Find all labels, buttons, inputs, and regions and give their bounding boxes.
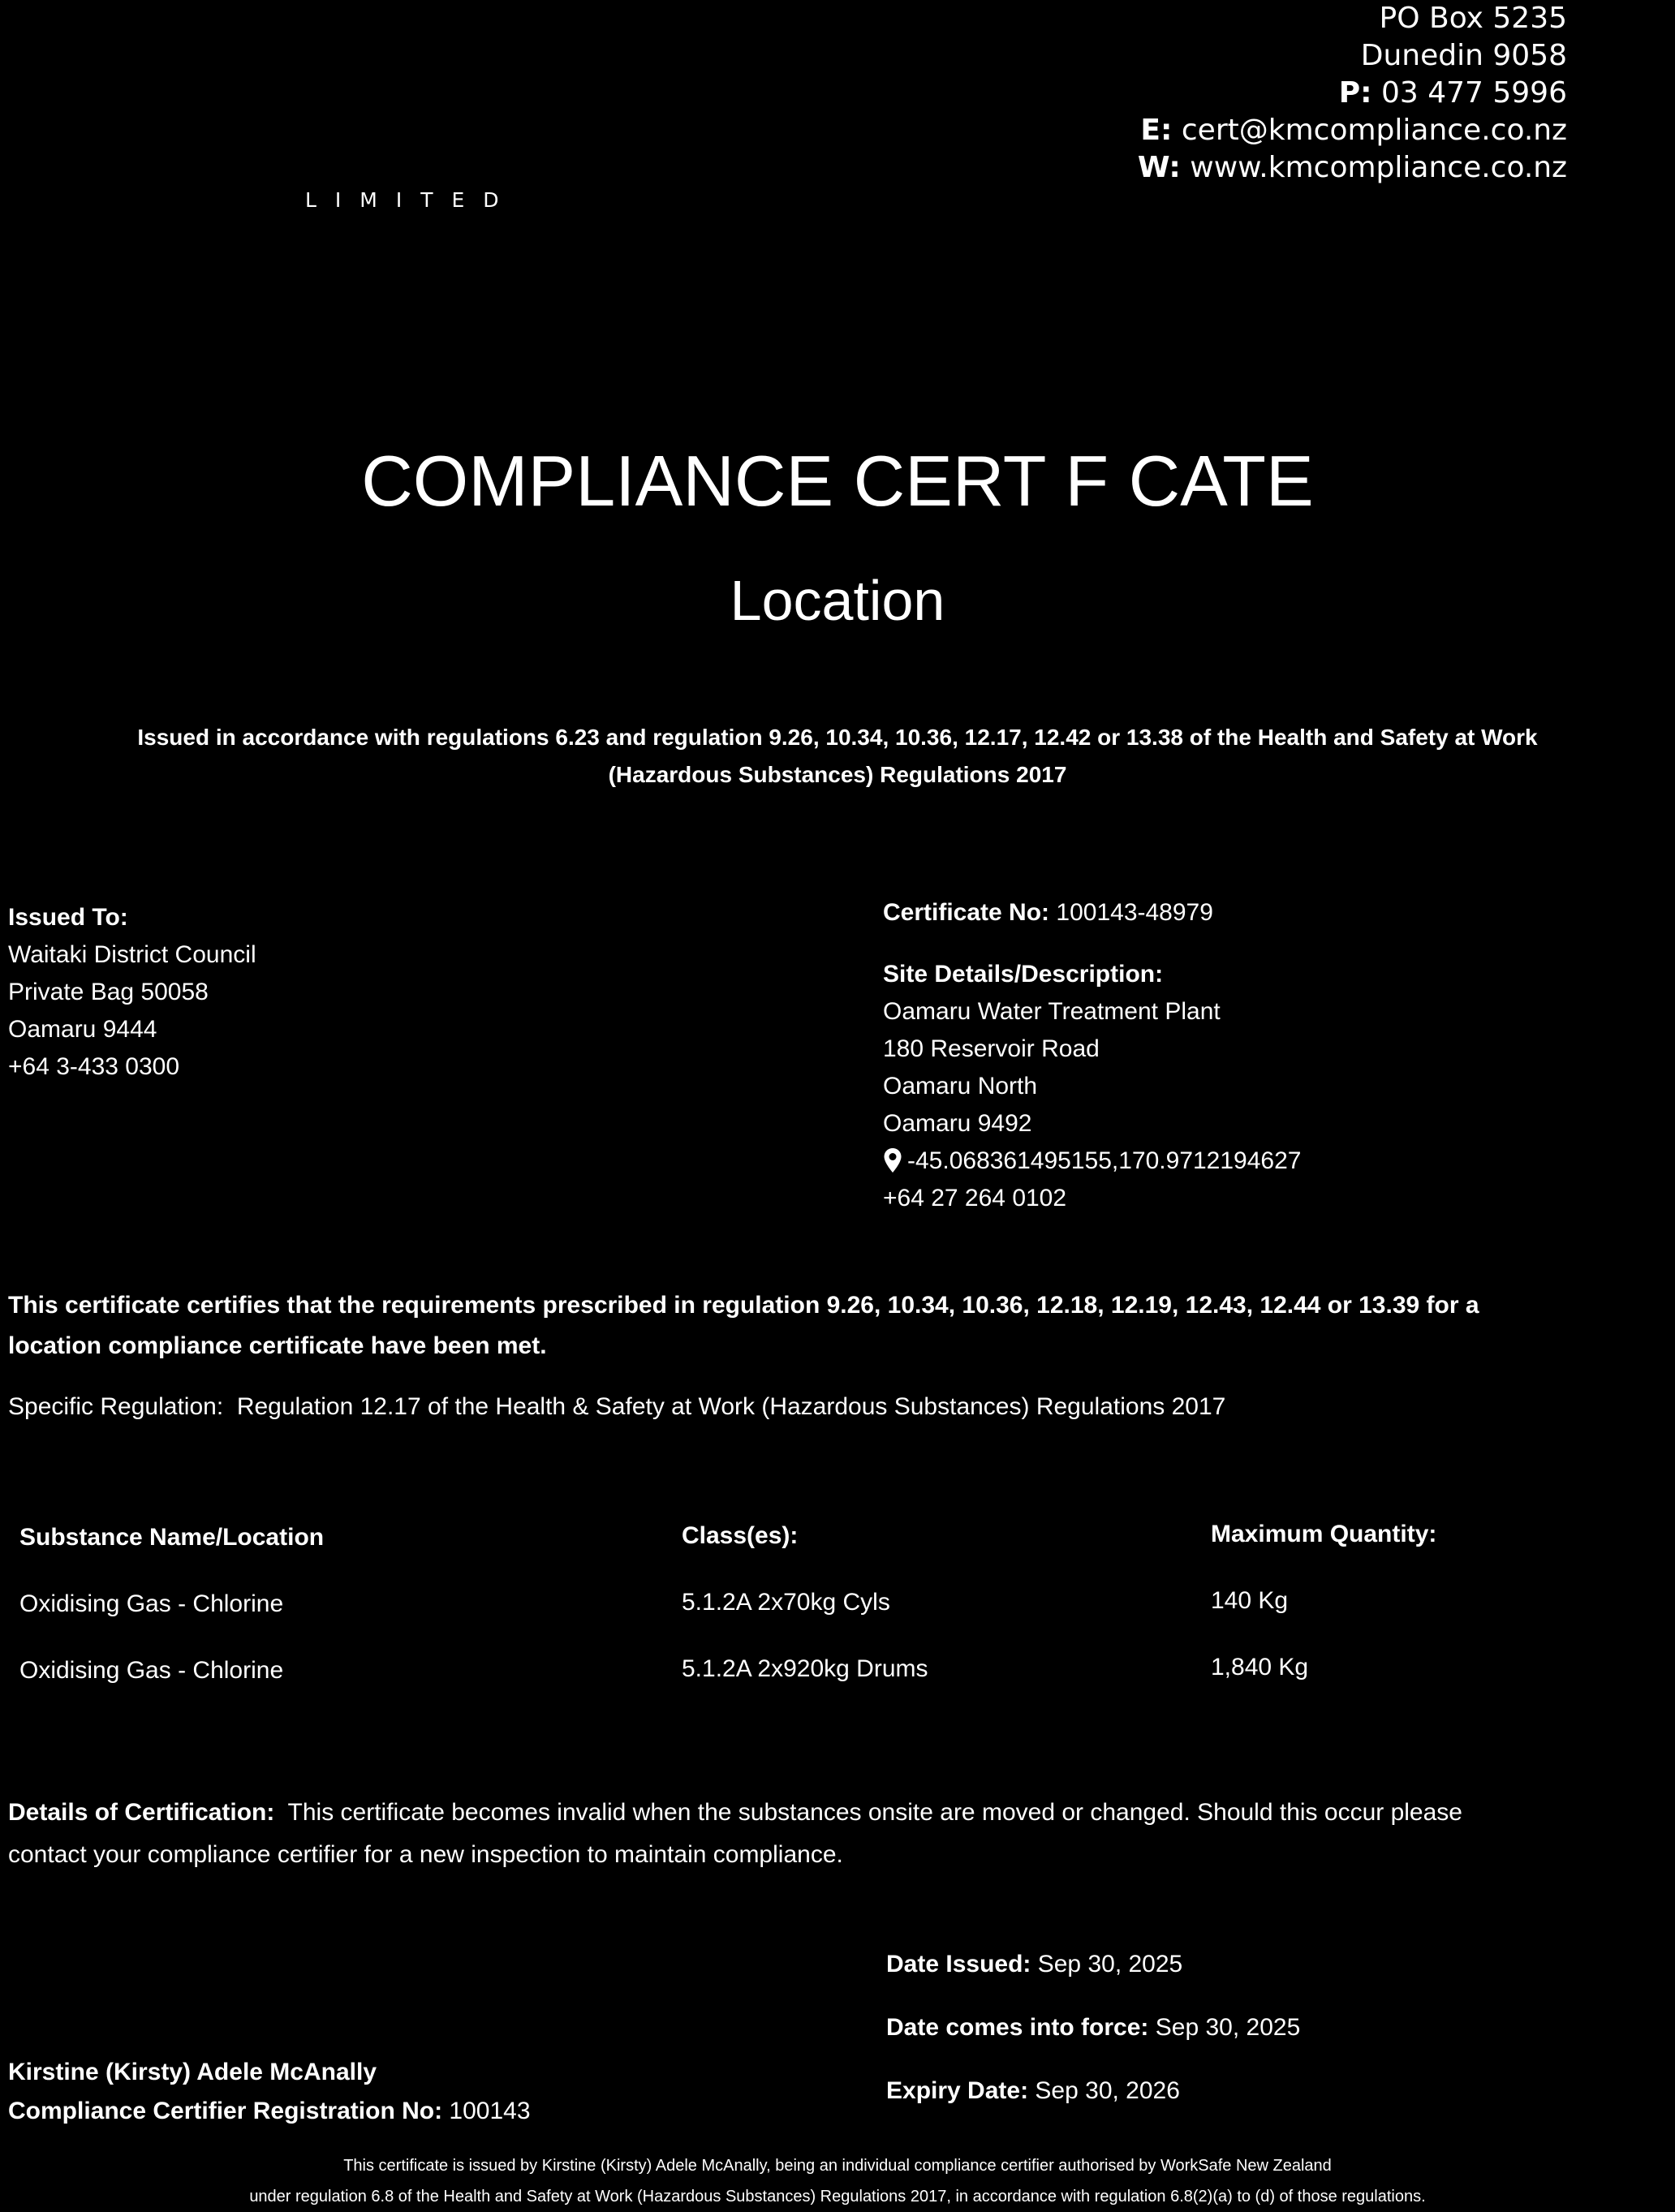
- specific-regulation: [8, 1389, 1225, 1425]
- web-label: W:: [1137, 151, 1181, 184]
- site-city: Oamaru 9492: [883, 1110, 1032, 1137]
- email-line: [1138, 112, 1567, 149]
- certifier-block: [8, 2053, 531, 2131]
- phone-value: 03 477 5996: [1380, 76, 1567, 110]
- date-force-line: [886, 1996, 1300, 2059]
- header-classes: Class(es):: [682, 1522, 799, 1549]
- table-row: [19, 1654, 1496, 1724]
- date-issued: Sep 30, 2025: [1037, 1951, 1183, 1977]
- issued-to-label: Issued To:: [8, 904, 128, 931]
- phone-label: P:: [1338, 76, 1372, 110]
- table-row: [19, 1587, 1496, 1657]
- site-suburb: Oamaru North: [883, 1073, 1038, 1100]
- header-max-quantity: Maximum Quantity:: [1211, 1521, 1437, 1547]
- issued-regulations-line2: (Hazardous Substances) Regulations 2017: [608, 762, 1067, 787]
- details-text2: contact your compliance certifier for a new inspection to maintain compliance.: [8, 1841, 843, 1868]
- details-line1: [8, 1792, 1462, 1834]
- issued-to-address1: Private Bag 50058: [8, 979, 209, 1005]
- map-pin-icon: [883, 1147, 902, 1173]
- certificate-number-line: [883, 894, 1301, 932]
- site-block: [883, 894, 1301, 1217]
- substance-quantity: 1,840 Kg: [1211, 1654, 1309, 1681]
- footer-line1: This certificate is issued by Kirstine (Kirsty) Adele McAnally, being an individual compliance certifier authorised by WorkSafe New Zealand: [343, 2157, 1332, 2175]
- page-subtitle: Location: [730, 569, 945, 632]
- substance-name: Oxidising Gas - Chlorine: [19, 1590, 284, 1617]
- issued-to-block: [8, 899, 256, 1086]
- site-coordinates: -45.068361495155,170.9712194627: [907, 1147, 1302, 1174]
- company-suffix: LIMITED: [305, 188, 518, 212]
- substance-name: Oxidising Gas - Chlorine: [19, 1657, 284, 1684]
- date-force-label: Date comes into force:: [886, 2014, 1149, 2041]
- contact-block: [1138, 0, 1567, 187]
- issued-to-address2: Oamaru 9444: [8, 1016, 157, 1043]
- site-street: 180 Reservoir Road: [883, 1035, 1100, 1062]
- city: Dunedin 9058: [1360, 39, 1567, 72]
- email-label: E:: [1140, 114, 1173, 147]
- po-box: PO Box 5235: [1379, 2, 1567, 35]
- issued-regulations-line1: Issued in accordance with regulations 6.23 and regulation 9.26, 10.34, 10.36, 12.17, 12.42 or 13.38 of the Health and Safety at Work: [137, 725, 1538, 750]
- web-line: [1138, 149, 1567, 187]
- date-issued-label: Date Issued:: [886, 1951, 1031, 1977]
- certifier-reg-label: Compliance Certifier Registration No:: [8, 2098, 443, 2124]
- certifies-line2: location compliance certificate have been met.: [8, 1332, 547, 1359]
- issued-regulations: [0, 719, 1675, 794]
- email-link[interactable]: cert@kmcompliance.co.nz: [1181, 114, 1567, 147]
- substance-classes: 5.1.2A 2x70kg Cyls: [682, 1589, 890, 1616]
- certifies-line1: This certificate certifies that the requirements prescribed in regulation 9.26, 10.34, 10.36, 12.18, 12.19, 12.43, 12.44 or 13.39 for a: [8, 1292, 1479, 1319]
- site-coordinates-line: [883, 1143, 1301, 1180]
- header-substance-name: Substance Name/Location: [19, 1524, 325, 1551]
- certifier-reg-no: 100143: [449, 2098, 531, 2124]
- specific-regulation-label: Specific Regulation:: [8, 1393, 224, 1420]
- site-phone: +64 27 264 0102: [883, 1185, 1067, 1211]
- date-issued-line: [886, 1933, 1300, 1996]
- date-expiry-label: Expiry Date:: [886, 2077, 1029, 2104]
- details-text1: This certificate becomes invalid when the substances onsite are moved or changed. Should this occur please: [287, 1799, 1462, 1826]
- date-force: Sep 30, 2025: [1155, 2014, 1301, 2041]
- table-header-row: [19, 1521, 1496, 1590]
- date-expiry: Sep 30, 2026: [1035, 2077, 1180, 2104]
- substance-quantity: 140 Kg: [1211, 1587, 1289, 1614]
- spacer: [883, 932, 1301, 956]
- issued-to-phone: +64 3-433 0300: [8, 1053, 180, 1080]
- certifier-reg-line: [8, 2092, 531, 2131]
- site-name: Oamaru Water Treatment Plant: [883, 998, 1221, 1025]
- certifier-name: Kirstine (Kirsty) Adele McAnally: [8, 2059, 377, 2085]
- certifies-statement: [8, 1285, 1479, 1366]
- web-link[interactable]: www.kmcompliance.co.nz: [1190, 151, 1567, 184]
- specific-regulation-value: Regulation 12.17 of the Health & Safety at Work (Hazardous Substances) Regulations 2017: [236, 1393, 1226, 1420]
- substance-classes: 5.1.2A 2x920kg Drums: [682, 1655, 928, 1682]
- details-of-certification: [8, 1792, 1462, 1876]
- substances-table: [19, 1521, 1496, 1724]
- issued-to-name: Waitaki District Council: [8, 941, 256, 968]
- certificate-number-label: Certificate No:: [883, 899, 1050, 926]
- details-label: Details of Certification:: [8, 1799, 275, 1826]
- date-expiry-line: [886, 2059, 1300, 2123]
- page-title: COMPLIANCE CERT F CATE: [361, 441, 1314, 521]
- certificate-number: 100143-48979: [1056, 899, 1213, 926]
- dates-block: [886, 1933, 1300, 2123]
- footer: [0, 2150, 1675, 2212]
- phone-line: [1138, 75, 1567, 112]
- footer-line2: under regulation 6.8 of the Health and Safety at Work (Hazardous Substances) Regulations 2017, in accordance with regulation 6.8(2)(a) to (d) of those regulations.: [249, 2188, 1426, 2206]
- site-label: Site Details/Description:: [883, 961, 1164, 988]
